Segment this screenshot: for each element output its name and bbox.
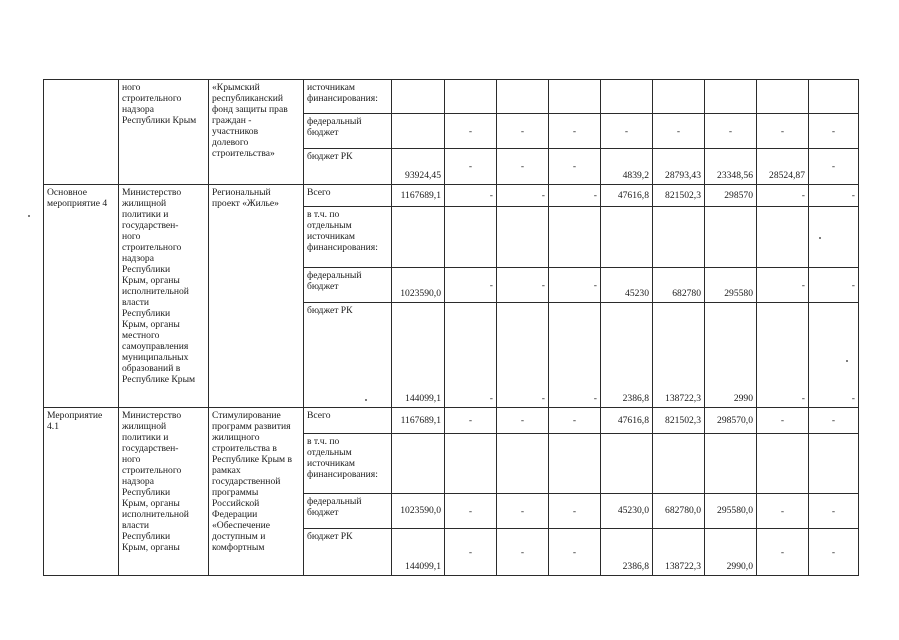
- year-amount-cell: 2386,8: [601, 529, 653, 576]
- year-amount-cell: -: [549, 114, 601, 149]
- year-amount-cell: [653, 207, 705, 268]
- year-amount-cell: -: [757, 114, 809, 149]
- year-amount-cell: -: [809, 268, 859, 303]
- total-amount-cell: [392, 114, 445, 149]
- total-amount-cell: [392, 434, 445, 494]
- executor-text: Министерство жилищной политики и государствен- ного строительного надзора Республики Крым, органы исполнительной власти Республики Крым, органы местного самоуправления муниципальных образований в Республике Крым: [122, 187, 196, 385]
- funding-source-label: федеральный бюджет: [307, 496, 362, 518]
- funding-source-cell: [304, 434, 392, 494]
- funding-source-label: бюджет РК: [307, 531, 353, 542]
- funding-source-cell: [304, 408, 392, 434]
- table-row: [44, 185, 859, 207]
- year-amount-cell: -: [757, 268, 809, 303]
- year-amount-cell: [705, 80, 757, 114]
- total-amount-cell: [392, 80, 445, 114]
- year-amount-cell: -: [809, 149, 859, 185]
- year-amount-cell: -: [549, 149, 601, 185]
- year-amount-cell: [549, 80, 601, 114]
- funding-source-cell: [304, 529, 392, 576]
- year-amount-cell: -: [497, 408, 549, 434]
- year-amount-cell: -: [549, 268, 601, 303]
- measure-name-cell: [44, 185, 119, 408]
- funding-source-label: бюджет РК: [307, 151, 353, 162]
- year-amount-cell: 682780,0: [653, 494, 705, 529]
- year-amount-cell: 47616,8: [601, 408, 653, 434]
- year-amount-cell: -: [757, 494, 809, 529]
- funding-source-cell: [304, 494, 392, 529]
- measure-name: Основное мероприятие 4: [47, 187, 108, 209]
- participant-text: Региональный проект «Жилье»: [212, 187, 279, 209]
- year-amount-cell: [653, 80, 705, 114]
- year-amount-cell: [757, 207, 809, 268]
- year-amount-cell: 295580,0: [705, 494, 757, 529]
- year-amount-cell: 23348,56: [705, 149, 757, 185]
- participant-text: Стимулирование программ развития жилищного строительства в Республике Крым в рамках государственной программы Российской Федерации «Обеспечение доступным и комфортным: [212, 410, 293, 553]
- funding-source-cell: [304, 185, 392, 207]
- year-amount-cell: -: [445, 494, 497, 529]
- scan-speck: [28, 215, 30, 217]
- funding-source-label: федеральный бюджет: [307, 270, 362, 292]
- year-amount-cell: -: [809, 114, 859, 149]
- year-amount-cell: 138722,3: [653, 529, 705, 576]
- scan-speck: [819, 237, 821, 239]
- year-amount-cell: [601, 434, 653, 494]
- participant-cell: [209, 185, 304, 408]
- year-amount-cell: 2386,8: [601, 303, 653, 408]
- year-amount-cell: -: [757, 303, 809, 408]
- year-amount-cell: -: [445, 303, 497, 408]
- year-amount-cell: 45230: [601, 268, 653, 303]
- year-amount-cell: -: [445, 408, 497, 434]
- executor-cell: [119, 185, 209, 408]
- year-amount-cell: [809, 80, 859, 114]
- year-amount-cell: -: [497, 303, 549, 408]
- scan-speck: [846, 360, 848, 362]
- year-amount-cell: -: [445, 529, 497, 576]
- year-amount-cell: -: [705, 114, 757, 149]
- executor-cell: [119, 408, 209, 576]
- year-amount-cell: -: [445, 114, 497, 149]
- funding-source-label: федеральный бюджет: [307, 116, 362, 138]
- year-amount-cell: [705, 434, 757, 494]
- year-amount-cell: [809, 207, 859, 268]
- participant-text: «Крымский республиканский фонд защиты прав граждан - участников долевого строительства»: [212, 82, 288, 159]
- year-amount-cell: -: [549, 408, 601, 434]
- funding-source-label: в т.ч. по отдельным источникам финансирования:: [307, 209, 378, 253]
- year-amount-cell: -: [549, 529, 601, 576]
- measure-name-cell: [44, 80, 119, 185]
- total-amount-cell: 1023590,0: [392, 268, 445, 303]
- funding-source-cell: [304, 268, 392, 303]
- year-amount-cell: [601, 80, 653, 114]
- year-amount-cell: -: [809, 408, 859, 434]
- year-amount-cell: -: [497, 494, 549, 529]
- year-amount-cell: -: [445, 268, 497, 303]
- funding-source-cell: [304, 114, 392, 149]
- year-amount-cell: 28524,87: [757, 149, 809, 185]
- participant-cell: [209, 408, 304, 576]
- total-amount-cell: [392, 207, 445, 268]
- year-amount-cell: 2990,0: [705, 529, 757, 576]
- year-amount-cell: [445, 207, 497, 268]
- measure-name: Мероприятие 4.1: [47, 410, 103, 432]
- year-amount-cell: 2990: [705, 303, 757, 408]
- year-amount-cell: 28793,43: [653, 149, 705, 185]
- year-amount-cell: -: [497, 114, 549, 149]
- year-amount-cell: 45230,0: [601, 494, 653, 529]
- year-amount-cell: 682780: [653, 268, 705, 303]
- year-amount-cell: -: [757, 408, 809, 434]
- year-amount-cell: 298570,0: [705, 408, 757, 434]
- year-amount-cell: 821502,3: [653, 185, 705, 207]
- year-amount-cell: -: [809, 185, 859, 207]
- year-amount-cell: -: [601, 114, 653, 149]
- year-amount-cell: -: [549, 185, 601, 207]
- funding-source-cell: [304, 303, 392, 408]
- executor-text: Министерство жилищной политики и государствен- ного строительного надзора Республики Крым, органы исполнительной власти Республики Крым, органы: [122, 410, 189, 553]
- year-amount-cell: [653, 434, 705, 494]
- total-amount-cell: 93924,45: [392, 149, 445, 185]
- year-amount-cell: 4839,2: [601, 149, 653, 185]
- participant-cell: [209, 80, 304, 185]
- year-amount-cell: -: [549, 494, 601, 529]
- total-amount-cell: 1167689,1: [392, 408, 445, 434]
- executor-cell: [119, 80, 209, 185]
- funding-source-label: источникам финансирования:: [307, 82, 378, 104]
- year-amount-cell: [549, 434, 601, 494]
- total-amount-cell: 1167689,1: [392, 185, 445, 207]
- year-amount-cell: -: [809, 303, 859, 408]
- year-amount-cell: [497, 434, 549, 494]
- year-amount-cell: [809, 434, 859, 494]
- year-amount-cell: -: [497, 185, 549, 207]
- funding-source-label: Всего: [307, 410, 331, 421]
- year-amount-cell: [445, 80, 497, 114]
- financing-table: [43, 79, 859, 576]
- year-amount-cell: [601, 207, 653, 268]
- year-amount-cell: -: [549, 303, 601, 408]
- table-row: [44, 80, 859, 114]
- year-amount-cell: [549, 207, 601, 268]
- year-amount-cell: -: [445, 185, 497, 207]
- year-amount-cell: [445, 434, 497, 494]
- funding-source-cell: [304, 149, 392, 185]
- year-amount-cell: [757, 434, 809, 494]
- funding-source-label: бюджет РК: [307, 305, 353, 316]
- measure-name-cell: [44, 408, 119, 576]
- year-amount-cell: -: [757, 185, 809, 207]
- year-amount-cell: -: [653, 114, 705, 149]
- year-amount-cell: [757, 80, 809, 114]
- year-amount-cell: 821502,3: [653, 408, 705, 434]
- scan-speck: [365, 399, 367, 401]
- funding-source-cell: [304, 207, 392, 268]
- year-amount-cell: -: [809, 529, 859, 576]
- funding-source-label: Всего: [307, 187, 331, 198]
- year-amount-cell: 47616,8: [601, 185, 653, 207]
- funding-source-label: в т.ч. по отдельным источникам финансирования:: [307, 436, 378, 480]
- year-amount-cell: -: [809, 494, 859, 529]
- year-amount-cell: [497, 207, 549, 268]
- total-amount-cell: 144099,1: [392, 303, 445, 408]
- total-amount-cell: 1023590,0: [392, 494, 445, 529]
- year-amount-cell: -: [497, 268, 549, 303]
- year-amount-cell: -: [497, 529, 549, 576]
- total-amount-cell: 144099,1: [392, 529, 445, 576]
- year-amount-cell: 295580: [705, 268, 757, 303]
- funding-source-cell: [304, 80, 392, 114]
- year-amount-cell: -: [445, 149, 497, 185]
- year-amount-cell: 138722,3: [653, 303, 705, 408]
- year-amount-cell: -: [757, 529, 809, 576]
- year-amount-cell: [497, 80, 549, 114]
- year-amount-cell: [705, 207, 757, 268]
- executor-text: ного строительного надзора Республики Крым: [122, 82, 197, 126]
- year-amount-cell: -: [497, 149, 549, 185]
- year-amount-cell: 298570: [705, 185, 757, 207]
- table-row: [44, 408, 859, 434]
